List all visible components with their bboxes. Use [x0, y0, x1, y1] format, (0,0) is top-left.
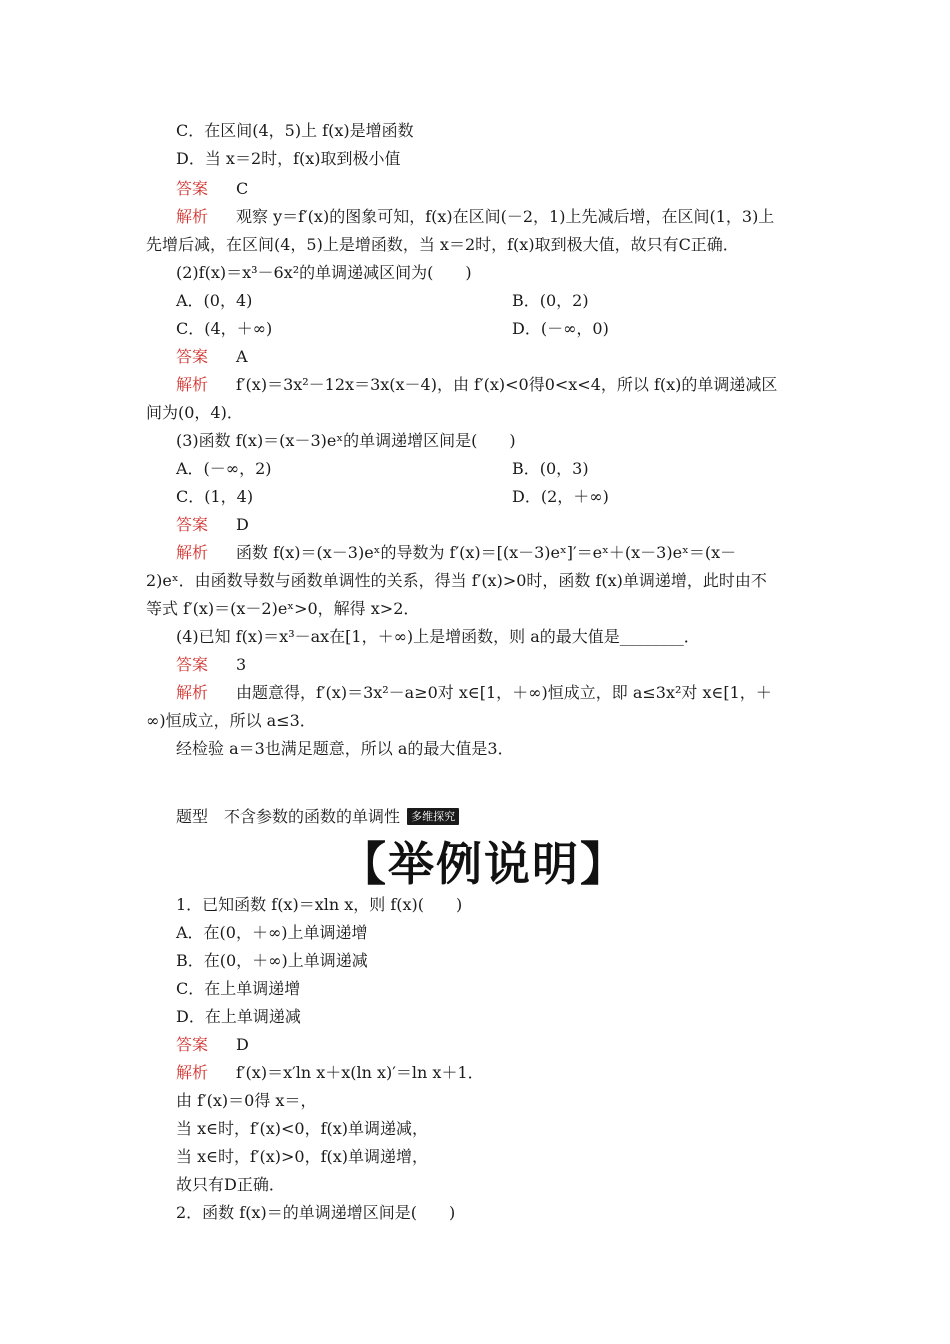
text-line [176, 1118, 428, 1140]
text-line [176, 626, 700, 648]
answer-line [176, 654, 246, 676]
line-text: A．在(0，＋∞)上单调递增 [176, 923, 368, 942]
text-line [176, 738, 514, 760]
text-line [176, 458, 272, 480]
line-text: A [236, 347, 248, 366]
line-tag: 解析 [176, 1063, 209, 1082]
text-line [176, 922, 368, 944]
line-text: 2．函数 f(x)＝的单调递增区间是( ) [176, 1203, 456, 1222]
answer-line [176, 346, 248, 368]
line-tag: 答案 [176, 655, 209, 674]
line-text: 先增后减，在区间(4，5)上是增函数，当 x＝2时，f(x)取到极大值，故只有C正确． [146, 235, 739, 254]
line-text: 经检验 a＝3也满足题意，所以 a的最大值是3． [176, 739, 514, 758]
text-line [146, 710, 316, 732]
analysis-line [176, 1062, 484, 1084]
line-text: 1．已知函数 f(x)＝xln x，则 f(x)( ) [176, 895, 463, 914]
text-line [176, 1174, 285, 1196]
line-text: 3 [236, 655, 247, 674]
text-line [176, 262, 472, 284]
analysis-line [176, 374, 777, 396]
answer-line [176, 1034, 249, 1056]
text-line [176, 318, 272, 340]
line-text: C．(4，＋∞) [176, 319, 273, 338]
line-text: ∞)恒成立，所以 a≤3． [146, 711, 316, 730]
line-tag: 答案 [176, 1035, 209, 1054]
text-line [146, 570, 767, 592]
line-text: (2)f(x)＝x³－6x²的单调递减区间为( ) [176, 263, 472, 282]
example-banner: 【举例说明】 [340, 837, 628, 891]
line-tag: 解析 [176, 207, 209, 226]
line-text: f′(x)＝3x²－12x＝3x(x－4)，由 f′(x)<0得0<x<4，所以 f(x)的单调递减区 [236, 375, 778, 394]
text-line [176, 1146, 428, 1168]
line-text: B．(0，3) [512, 459, 589, 478]
line-text: 2)eˣ．由函数导数与函数单调性的关系，得当 f′(x)>0时，函数 f(x)单调递增，此时由不 [146, 571, 767, 590]
text-line [176, 978, 300, 1000]
line-text: 由题意得，f′(x)＝3x²－a≥0对 x∈[1，＋∞)恒成立，即 a≤3x²对 x∈[1，＋ [236, 683, 772, 702]
line-text: A．(0，4) [176, 291, 253, 310]
text-line [146, 234, 739, 256]
analysis-line [176, 206, 774, 228]
analysis-line [176, 682, 772, 704]
analysis-line [176, 542, 736, 564]
line-text: C．在区间(4，5)上 f(x)是增函数 [176, 121, 414, 140]
text-line [176, 950, 368, 972]
text-line [176, 290, 252, 312]
line-tag: 答案 [176, 515, 209, 534]
line-tag: 解析 [176, 543, 209, 562]
line-text: B．(0，2) [512, 291, 589, 310]
text-line [176, 1202, 455, 1224]
line-tag: 解析 [176, 683, 209, 702]
line-text: D．在上单调递减 [176, 1007, 301, 1026]
line-text: A．(－∞，2) [176, 459, 272, 478]
text-line [176, 1006, 301, 1028]
line-text: C．(1，4) [176, 487, 254, 506]
line-text: 当 x∈时，f′(x)<0，f(x)单调递减， [176, 1119, 429, 1138]
text-line [512, 486, 609, 508]
line-text: D [236, 1035, 249, 1054]
line-tag: 解析 [176, 375, 209, 394]
line-text: 函数 f(x)＝(x－3)eˣ的导数为 f′(x)＝[(x－3)eˣ]′＝eˣ＋(x－3)eˣ＝(x－ [236, 543, 737, 562]
line-text: 故只有D正确． [176, 1175, 285, 1194]
line-text: 等式 f′(x)＝(x－2)eˣ>0，解得 x>2． [146, 599, 420, 618]
line-text: C [236, 179, 249, 198]
text-line [512, 458, 589, 480]
answer-line [176, 178, 248, 200]
text-line [146, 598, 419, 620]
section-heading [176, 806, 459, 828]
line-text: 当 x∈时，f′(x)>0，f(x)单调递增， [176, 1147, 429, 1166]
line-text: D．(2，＋∞) [512, 487, 609, 506]
answer-line [176, 514, 249, 536]
line-text: D．(－∞，0) [512, 319, 609, 338]
line-text: 观察 y＝f′(x)的图象可知，f(x)在区间(－2，1)上先减后增，在区间(1，3)上 [236, 207, 775, 226]
section-badge: 多维探究 [407, 808, 459, 825]
section-heading-text: 题型 不含参数的函数的单调性 [176, 807, 401, 826]
text-line [176, 120, 414, 142]
text-line [176, 430, 516, 452]
text-line [512, 290, 589, 312]
line-text: (3)函数 f(x)＝(x－3)eˣ的单调递增区间是( ) [176, 431, 516, 450]
line-text: (4)已知 f(x)＝x³－ax在[1，＋∞)上是增函数，则 a的最大值是________． [176, 627, 700, 646]
line-tag: 答案 [176, 179, 209, 198]
line-text: D [236, 515, 249, 534]
line-text: f′(x)＝x′ln x＋x(ln x)′＝ln x＋1． [236, 1063, 484, 1082]
line-text: B．在(0，＋∞)上单调递减 [176, 951, 368, 970]
line-text: 由 f′(x)＝0得 x＝， [176, 1091, 317, 1110]
line-tag: 答案 [176, 347, 209, 366]
text-line [176, 894, 462, 916]
text-line [176, 148, 401, 170]
line-text: 间为(0，4)． [146, 403, 243, 422]
text-line [176, 486, 253, 508]
text-line [512, 318, 609, 340]
line-text: C．在上单调递增 [176, 979, 301, 998]
line-text: D．当 x＝2时，f(x)取到极小值 [176, 149, 401, 168]
text-line [176, 1090, 316, 1112]
text-line [146, 402, 243, 424]
